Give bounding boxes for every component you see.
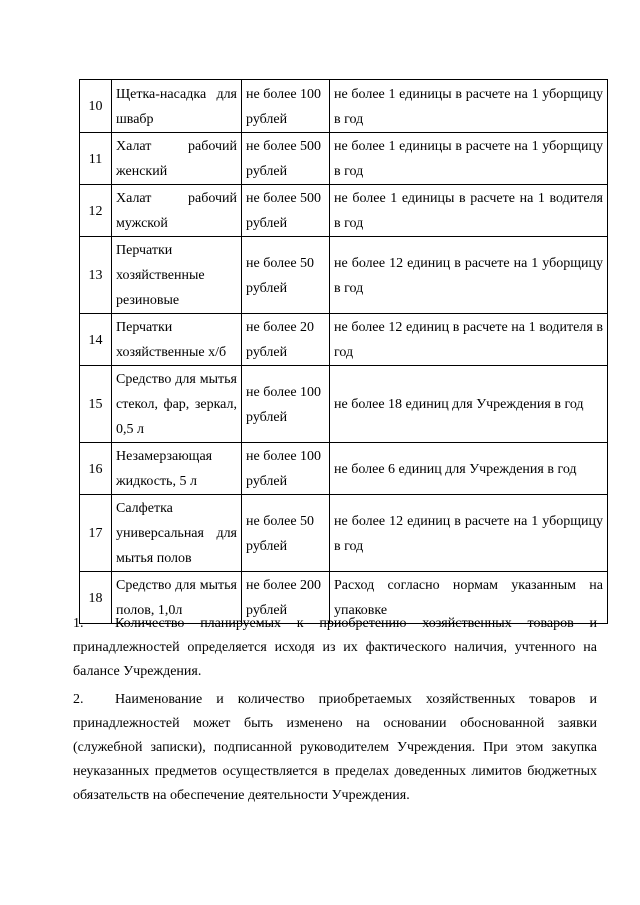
- item-price: не более 100 рублей: [242, 80, 330, 133]
- item-norm: Расход согласно нормам указанным на упаковке: [330, 572, 608, 624]
- notes-section: [73, 612, 597, 812]
- table-row: [80, 185, 608, 237]
- note-paragraph: [73, 612, 597, 685]
- table-row: [80, 495, 608, 572]
- row-number: 15: [80, 366, 112, 443]
- item-name: Средство для мытья полов, 1,0л: [112, 572, 242, 624]
- row-number: 11: [80, 133, 112, 185]
- item-price: не более 50 рублей: [242, 495, 330, 572]
- item-name: Салфетка универсальная для мытья полов: [112, 495, 242, 572]
- item-norm: не более 6 единиц для Учреждения в год: [330, 443, 608, 495]
- table-row: [80, 133, 608, 185]
- item-price: не более 100 рублей: [242, 366, 330, 443]
- item-name: Халат рабочий мужской: [112, 185, 242, 237]
- item-price: не более 200 рублей: [242, 572, 330, 624]
- row-number: 10: [80, 80, 112, 133]
- item-norm: не более 18 единиц для Учреждения в год: [330, 366, 608, 443]
- table-row: [80, 237, 608, 314]
- item-norm: не более 1 единицы в расчете на 1 уборщицу в год: [330, 133, 608, 185]
- row-number: 16: [80, 443, 112, 495]
- item-price: не более 50 рублей: [242, 237, 330, 314]
- item-name: Перчатки хозяйственные х/б: [112, 314, 242, 366]
- item-name: Средство для мытья стекол, фар, зеркал, 0,5 л: [112, 366, 242, 443]
- item-price: не более 100 рублей: [242, 443, 330, 495]
- note-text: Наименование и количество приобретаемых хозяйственных товаров и принадлежностей может быть изменено на основании обоснованной заявки (служебной записки), подписанной руководителем Учреждения. При этом закупка неуказанных предметов осуществляется в пределах доведенных лимитов бюджетных обязательств на обеспечение деятельности Учреждения.: [73, 691, 597, 804]
- table-row: [80, 314, 608, 366]
- row-number: 17: [80, 495, 112, 572]
- item-price: не более 20 рублей: [242, 314, 330, 366]
- item-norm: не более 12 единиц в расчете на 1 уборщицу в год: [330, 237, 608, 314]
- item-name: Незамерзающая жидкость, 5 л: [112, 443, 242, 495]
- table-row: [80, 366, 608, 443]
- row-number: 13: [80, 237, 112, 314]
- item-name: Халат рабочий женский: [112, 133, 242, 185]
- table-row: [80, 80, 608, 133]
- row-number: 14: [80, 314, 112, 366]
- item-price: не более 500 рублей: [242, 185, 330, 237]
- note-number: 1.: [73, 616, 84, 631]
- item-norm: не более 1 единицы в расчете на 1 уборщицу в год: [330, 80, 608, 133]
- item-norm: не более 1 единицы в расчете на 1 водителя в год: [330, 185, 608, 237]
- row-number: 18: [80, 572, 112, 624]
- item-norm: не более 12 единиц в расчете на 1 уборщицу в год: [330, 495, 608, 572]
- item-name: Щетка-насадка для швабр: [112, 80, 242, 133]
- supplies-table: [79, 79, 608, 624]
- item-name: Перчатки хозяйственные резиновые: [112, 237, 242, 314]
- note-paragraph: [73, 688, 597, 809]
- item-norm: не более 12 единиц в расчете на 1 водителя в год: [330, 314, 608, 366]
- item-price: не более 500 рублей: [242, 133, 330, 185]
- note-number: 2.: [73, 691, 84, 707]
- note-text: Количество планируемых к приобретению хозяйственных товаров и принадлежностей определяется исходя из их фактического наличия, учтенного на балансе Учреждения.: [73, 616, 597, 680]
- table-row: [80, 443, 608, 495]
- row-number: 12: [80, 185, 112, 237]
